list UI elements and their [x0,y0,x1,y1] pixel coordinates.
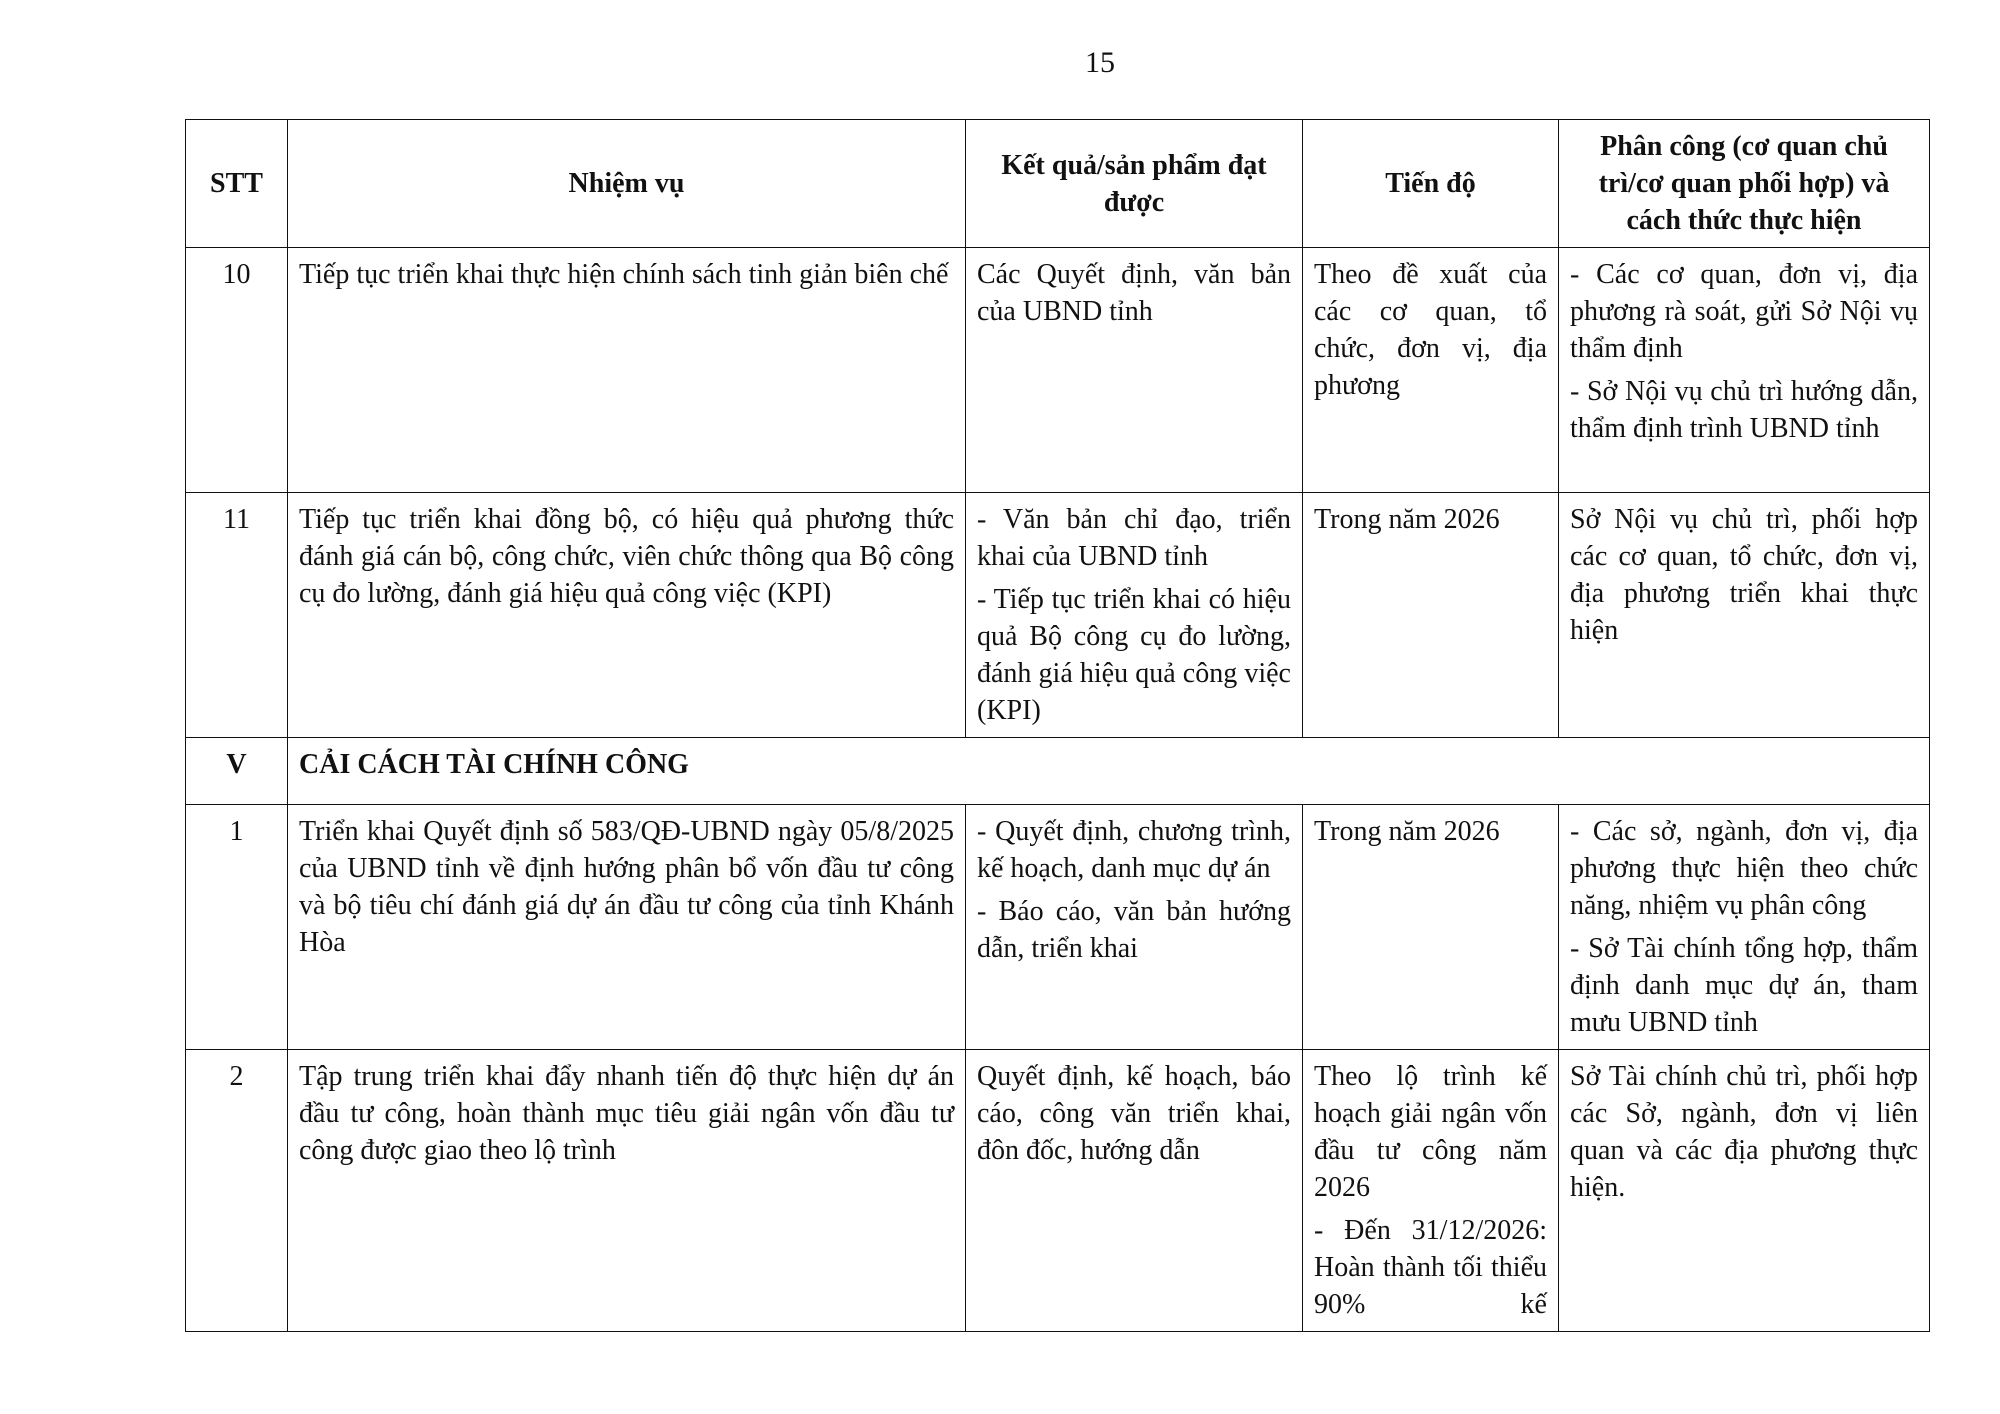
row-progress [1303,248,1559,493]
result-item: Các Quyết định, văn bản của UBND tỉnh [977,259,1291,327]
row-stt: 11 [186,493,288,738]
progress-item: - Đến 31/12/2026: Hoàn thành tối thiểu 90% kế [1314,1215,1547,1320]
table-header-row [186,120,1930,248]
row-assignment [1559,1050,1930,1332]
assignment-item: - Sở Tài chính tổng hợp, thẩm định danh mục dự án, tham mưu UBND tỉnh [1570,933,1918,1038]
section-row [186,738,1930,805]
assignment-item: Sở Tài chính chủ trì, phối hợp các Sở, ngành, đơn vị liên quan và các địa phương thực hiện. [1570,1061,1918,1203]
section-title: CẢI CÁCH TÀI CHÍNH CÔNG [288,738,1930,805]
progress-item: Theo lộ trình kế hoạch giải ngân vốn đầu tư công năm 2026 [1314,1061,1547,1203]
result-item: - Tiếp tục triển khai có hiệu quả Bộ công cụ đo lường, đánh giá hiệu quả công việc (KPI) [977,584,1291,726]
table-row [186,493,1930,738]
result-item: - Văn bản chỉ đạo, triển khai của UBND tỉnh [977,504,1291,572]
row-result [966,805,1303,1050]
row-assignment [1559,805,1930,1050]
assignment-item: Sở Nội vụ chủ trì, phối hợp các cơ quan, tổ chức, đơn vị, địa phương triển khai thực hiện [1570,504,1918,646]
result-item: - Báo cáo, văn bản hướng dẫn, triển khai [977,896,1291,964]
assignment-item: - Sở Nội vụ chủ trì hướng dẫn, thẩm định trình UBND tỉnh [1570,376,1918,444]
result-item: - Quyết định, chương trình, kế hoạch, danh mục dự án [977,816,1291,884]
row-result [966,1050,1303,1332]
result-item: Quyết định, kế hoạch, báo cáo, công văn triển khai, đôn đốc, hướng dẫn [977,1061,1291,1166]
page-number: 15 [1085,46,1115,79]
table-row [186,1050,1930,1332]
header-assignment: Phân công (cơ quan chủ trì/cơ quan phối hợp) và cách thức thực hiện [1559,120,1930,248]
assignment-item: - Các sở, ngành, đơn vị, địa phương thực hiện theo chức năng, nhiệm vụ phân công [1570,816,1918,921]
row-stt: 10 [186,248,288,493]
row-task: Triển khai Quyết định số 583/QĐ-UBND ngày 05/8/2025 của UBND tỉnh về định hướng phân bổ vốn đầu tư công và bộ tiêu chí đánh giá dự án đầu tư công của tỉnh Khánh Hòa [288,805,966,1050]
header-result: Kết quả/sản phẩm đạt được [966,120,1303,248]
row-assignment [1559,493,1930,738]
header-stt: STT [186,120,288,248]
row-task: Tiếp tục triển khai đồng bộ, có hiệu quả phương thức đánh giá cán bộ, công chức, viên chức thông qua Bộ công cụ đo lường, đánh giá hiệu quả công việc (KPI) [288,493,966,738]
progress-item: Trong năm 2026 [1314,504,1500,535]
progress-item: Trong năm 2026 [1314,816,1500,847]
row-progress [1303,493,1559,738]
row-result [966,493,1303,738]
header-progress: Tiến độ [1303,120,1559,248]
row-assignment [1559,248,1930,493]
row-stt: 2 [186,1050,288,1332]
row-task: Tập trung triển khai đẩy nhanh tiến độ thực hiện dự án đầu tư công, hoàn thành mục tiêu giải ngân vốn đầu tư công được giao theo lộ trình [288,1050,966,1332]
header-task: Nhiệm vụ [288,120,966,248]
table-row [186,248,1930,493]
row-stt: 1 [186,805,288,1050]
task-plan-table [185,119,1930,1332]
row-progress [1303,805,1559,1050]
row-progress [1303,1050,1559,1332]
table-row [186,805,1930,1050]
section-stt: V [186,738,288,805]
assignment-item: - Các cơ quan, đơn vị, địa phương rà soát, gửi Sở Nội vụ thẩm định [1570,259,1918,364]
progress-item: Theo đề xuất của các cơ quan, tổ chức, đơn vị, địa phương [1314,259,1547,401]
row-task: Tiếp tục triển khai thực hiện chính sách tinh giản biên chế [288,248,966,493]
row-result [966,248,1303,493]
